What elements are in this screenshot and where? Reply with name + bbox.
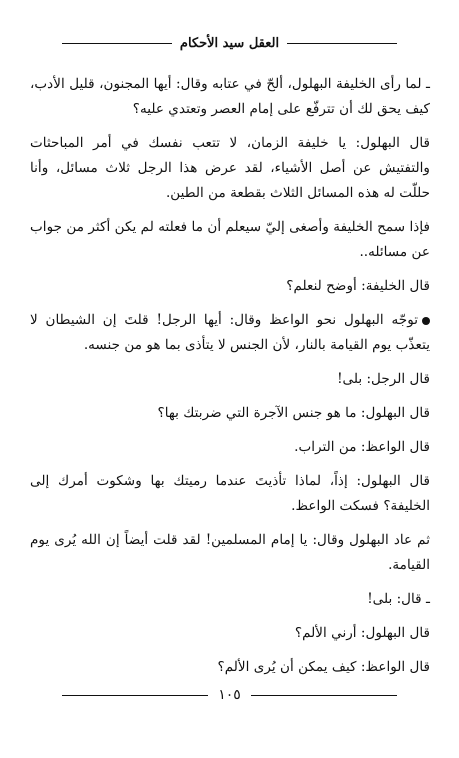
paragraph: قال الرجل: بلى!	[337, 371, 430, 387]
paragraph: قال البهلول: يا خليفة الزمان، لا تتعب نفسك في أمر المباحثات والتفتيش عن أصل الأشياء، لقد عرض هذا الرجل ثلاث مسائل، وأنا حللّت له هذه المسائل الثلاث بقطعة من الطين.	[30, 135, 430, 201]
header-rule-left	[62, 43, 172, 44]
paragraph: ثم عاد البهلول وقال: يا إمام المسلمين! لقد قلت أيضاً إن الله يُرى يوم القيامة.	[30, 532, 430, 573]
page-number: ١٠٥	[218, 687, 241, 703]
paragraph: قال الواعظ: كيف يمكن أن يُرى الألم؟	[217, 659, 430, 675]
footer-rule-left	[62, 695, 208, 696]
running-header	[62, 30, 397, 56]
footer-rule-right	[251, 695, 397, 696]
page-footer	[62, 684, 397, 706]
paragraph: ـ قال: بلى!	[367, 591, 430, 607]
paragraph: فإذا سمح الخليفة وأصغى إليّ سيعلم أن ما فعلته لم يكن أكثر من جواب عن مسائله..	[30, 219, 430, 260]
bullet-icon	[422, 317, 430, 325]
header-rule-right	[287, 43, 397, 44]
paragraph: قال الواعظ: من التراب.	[294, 439, 430, 455]
paragraph: قال الخليفة: أوضح لنعلم؟	[286, 278, 430, 294]
paragraph: ـ لما رأى الخليفة البهلول، ألحّ في عتابه وقال: أيها المجنون، قليل الأدب، كيف يحق لك أن تترفّع على إمام العصر وتعتدي عليه؟	[30, 76, 430, 117]
page-body	[30, 72, 430, 689]
paragraph: توجّه البهلول نحو الواعظ وقال: أيها الرجل! قلتَ إن الشيطان لا يتعذّب يوم القيامة بالنار، لأن الجنس لا يتأذى بما هو من جنسه.	[30, 312, 430, 353]
paragraph: قال البهلول: ما هو جنس الآجرة التي ضربتك بها؟	[157, 405, 430, 421]
paragraph: قال البهلول: أرني الألم؟	[294, 625, 430, 641]
header-title: العقل سيد الأحكام	[179, 35, 280, 51]
paragraph: قال البهلول: إذاً، لماذا تأذيتَ عندما رميتك بها وشكوت أمرك إلى الخليفة؟ فسكت الواعظ.	[30, 473, 430, 514]
